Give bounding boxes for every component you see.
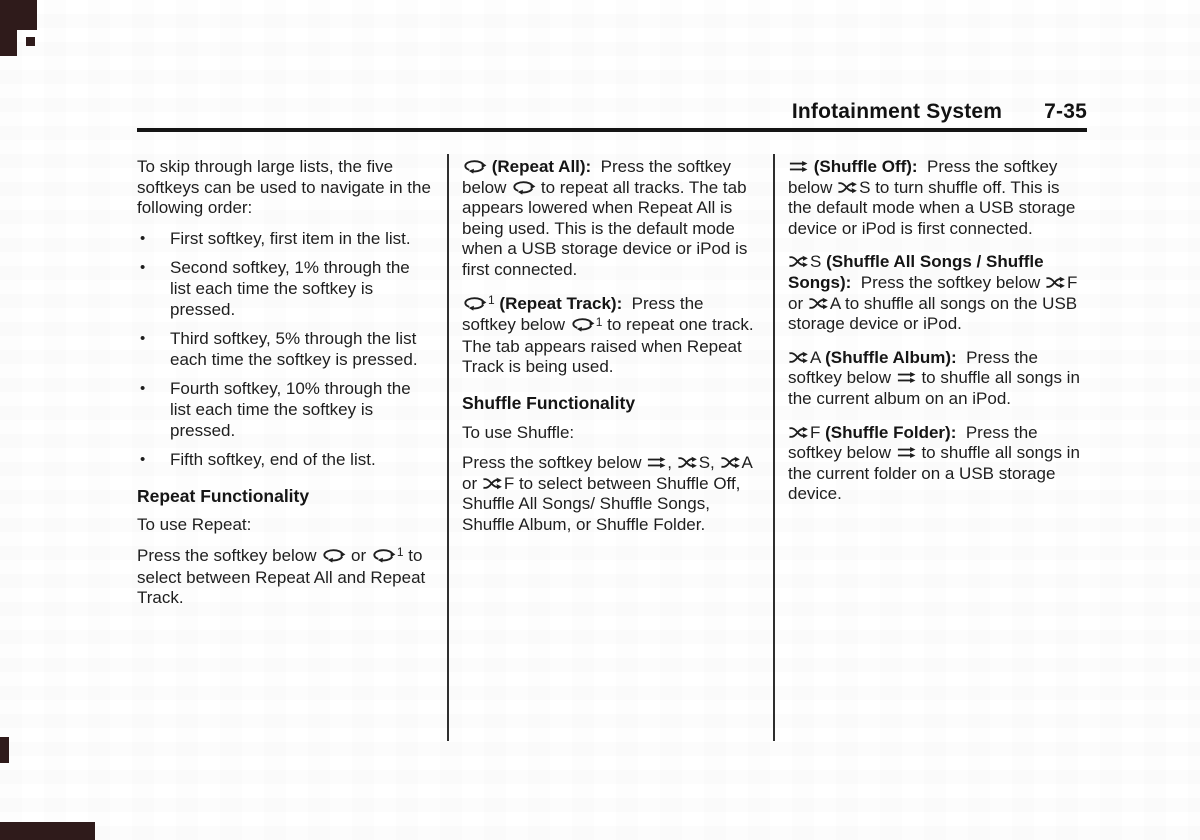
bold-text: Shuffle Functionality xyxy=(462,392,636,413)
paragraph xyxy=(788,423,1085,505)
scan-artifact xyxy=(0,822,95,840)
text-run: S to turn shuffle off. This is the default mode when a USB storage device or iPod is first connected. xyxy=(788,177,1076,238)
shuffle-icon xyxy=(720,456,741,469)
repeat-icon xyxy=(570,317,595,332)
paragraph xyxy=(137,515,433,536)
text-run: Press the softkey below xyxy=(462,157,732,197)
scan-artifact xyxy=(0,737,9,763)
bold-text: (Shuffle Album): xyxy=(825,347,957,367)
repeat-icon xyxy=(462,159,487,174)
text-run: to repeat all tracks. The tab appears lowered when Repeat All is being used. This is the default mode when a USB storage device or iPod is first connected. xyxy=(462,177,748,279)
shuffle-icon xyxy=(482,477,503,490)
bullet-text: Third softkey, 5% through the list each time the softkey is pressed. xyxy=(170,329,418,369)
section-heading xyxy=(462,393,760,414)
shuffle-icon xyxy=(788,351,809,364)
column-right xyxy=(788,157,1085,518)
bullet-text: Fourth softkey, 10% through the list each time the softkey is pressed. xyxy=(170,379,411,440)
superscript: 1 xyxy=(595,314,603,329)
text-run: Press the softkey below xyxy=(851,272,1045,292)
paragraph xyxy=(462,453,760,535)
list-item xyxy=(137,329,433,370)
shuffle-icon xyxy=(1045,276,1066,289)
shuffle-off-icon xyxy=(896,371,917,384)
text-run: Press the softkey below xyxy=(788,347,1038,388)
shuffle-icon xyxy=(788,426,809,439)
bold-text: (Shuffle All Songs / Shuffle Songs): xyxy=(788,252,1044,292)
column-middle xyxy=(462,157,760,546)
text-run: to repeat one track. The tab appears raised when Repeat Track is being used. xyxy=(462,315,754,377)
text-run: To use Shuffle: xyxy=(462,422,575,442)
superscript: 1 xyxy=(488,293,495,308)
list-item xyxy=(137,379,433,441)
text-run: F or xyxy=(788,272,1078,313)
list-item xyxy=(137,258,433,320)
bullet-icon: • xyxy=(140,229,146,247)
shuffle-icon xyxy=(677,456,698,469)
shuffle-icon xyxy=(808,297,829,310)
text-run: A to shuffle all songs on the USB storage device or iPod. xyxy=(788,293,1078,334)
text-run: Press the softkey below xyxy=(462,293,704,335)
shuffle-off-icon xyxy=(788,160,809,173)
repeat-icon xyxy=(462,296,487,311)
text-run: Press the softkey below xyxy=(462,453,647,473)
repeat-icon xyxy=(511,180,536,195)
repeat-icon xyxy=(321,548,346,563)
chapter-title: Infotainment System xyxy=(791,100,1003,123)
list-item xyxy=(137,450,433,471)
text-run: to select between Repeat All and Repeat Track. xyxy=(137,545,426,608)
text-run: A or xyxy=(462,453,752,493)
page-number: 7-35 xyxy=(1044,100,1087,123)
scan-artifact xyxy=(26,37,35,46)
paragraph xyxy=(462,294,760,378)
bullet-icon: • xyxy=(140,380,146,398)
text-run: Press the softkey below xyxy=(788,422,1038,463)
text-run: to shuffle all songs in the current folder on a USB storage device. xyxy=(788,443,1080,504)
bold-text: (Repeat Track): xyxy=(494,293,623,313)
bold-text: Repeat Functionality xyxy=(137,485,310,506)
bold-text: (Shuffle Folder): xyxy=(825,422,957,442)
repeat-icon xyxy=(371,548,396,563)
text-run: F xyxy=(810,422,826,442)
scan-artifact xyxy=(0,0,37,30)
bullet-icon: • xyxy=(140,330,146,348)
paragraph xyxy=(462,157,760,281)
column-left xyxy=(137,157,433,619)
text-run: To use Repeat: xyxy=(137,515,252,535)
text-run: , xyxy=(667,453,677,473)
bold-text: (Repeat All): xyxy=(487,157,592,176)
text-run: S, xyxy=(698,453,720,473)
bullet-icon: • xyxy=(140,451,146,469)
bullet-text: Fifth softkey, end of the list. xyxy=(170,450,376,470)
paragraph xyxy=(788,252,1085,334)
page-body xyxy=(137,157,1087,619)
text-run: A xyxy=(810,347,826,367)
text-run: F to select between Shuffle Off, Shuffle All Songs/ Shuffle Songs, Shuffle Album, or Shuffle Folder. xyxy=(462,473,741,534)
scan-artifact xyxy=(0,30,17,56)
page-header xyxy=(137,102,1087,123)
shuffle-off-icon xyxy=(896,446,917,459)
bullet-list xyxy=(137,229,433,471)
paragraph xyxy=(137,157,433,219)
shuffle-icon xyxy=(788,255,809,268)
text-run: Press the softkey below xyxy=(788,157,1058,197)
bullet-icon: • xyxy=(140,259,146,277)
paragraph xyxy=(788,157,1085,239)
text-run: to shuffle all songs in the current album on an iPod. xyxy=(788,368,1080,408)
bullet-text: Second softkey, 1% through the list each time the softkey is pressed. xyxy=(170,258,410,319)
paragraph xyxy=(137,546,433,609)
text-run: or xyxy=(346,545,371,565)
paragraph xyxy=(462,423,760,444)
shuffle-off-icon xyxy=(646,456,667,469)
list-item xyxy=(137,229,433,250)
text-run: S xyxy=(810,252,827,272)
header-rule xyxy=(137,128,1087,132)
bullet-text: First softkey, first item in the list. xyxy=(170,228,411,248)
superscript: 1 xyxy=(396,545,404,560)
section-heading xyxy=(137,486,433,507)
text-run: Press the softkey below xyxy=(137,545,322,565)
paragraph xyxy=(788,348,1085,410)
bold-text: (Shuffle Off): xyxy=(809,157,918,176)
text-run: To skip through large lists, the five softkeys can be used to navigate in the following order: xyxy=(137,157,431,218)
shuffle-icon xyxy=(837,181,858,194)
